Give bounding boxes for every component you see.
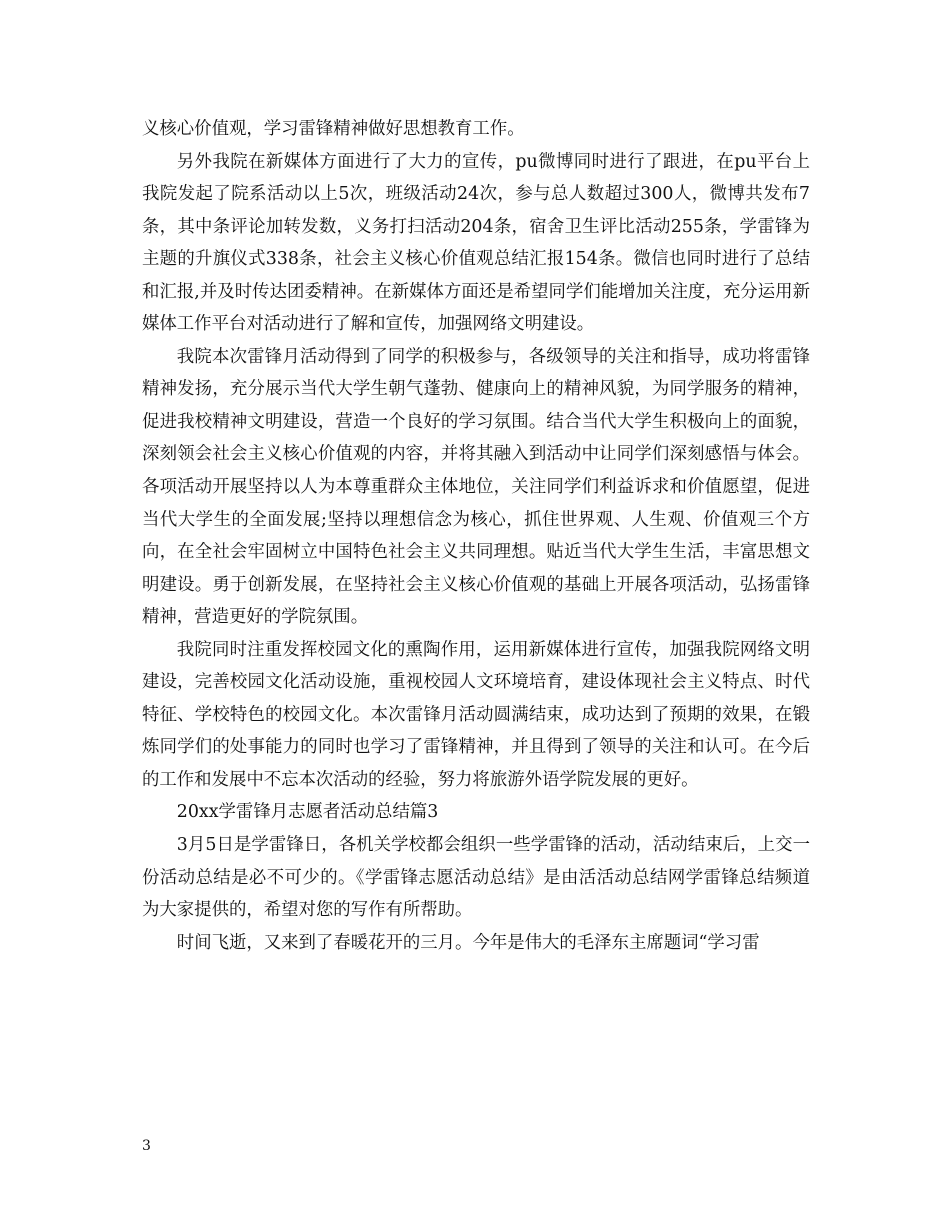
paragraph-campus-culture: 我院同时注重发挥校园文化的熏陶作用，运用新媒体进行宣传，加强我院网络文明建设，完善校园文化活动设施，重视校园人文环境培育，建设体现社会主义特点、时代特征、学校特色的校园文化。本次雷锋月活动圆满结束，成功达到了预期的效果，在锻炼同学们的处事能力的同时也学习了雷锋精神，并且得到了领导的关注和认可。在今后的工作和发展中不忘本次活动的经验，努力将旅游外语学院发展的更好。 bbox=[142, 639, 810, 790]
page-number: 3 bbox=[142, 1138, 151, 1154]
section-heading: 20xx学雷锋月志愿者活动总结篇3 bbox=[176, 802, 439, 823]
paragraph-activity-results: 我院本次雷锋月活动得到了同学的积极参与，各级领导的关注和指导，成功将雷锋精神发扬，充分展示当代大学生朝气蓬勃、健康向上的精神风貌，为同学服务的精神，促进我校精神文明建设，营造一个良好的学习氛围。结合当代大学生积极向上的面貌，深刻领会社会主义核心价值观的内容，并将其融入到活动中让同学们深刻感悟与体会。各项活动开展坚持以人为本尊重群众主体地位，关注同学们利益诉求和价值愿望，促进当代大学生的全面发展;坚持以理想信念为核心，抓住世界观、人生观、价值观三个方向，在全社会牢固树立中国特色社会主义共同理想。贴近当代大学生生活，丰富思想文明建设。勇于创新发展，在坚持社会主义核心价值观的基础上开展各项活动，弘扬雷锋精神，营造更好的学院氛围。 bbox=[142, 346, 810, 628]
paragraph-continuation: 义核心价值观，学习雷锋精神做好思想教育工作。 bbox=[142, 119, 525, 139]
paragraph-march: 时间飞逝，又来到了春暖花开的三月。今年是伟大的毛泽东主席题词“学习雷 bbox=[176, 932, 760, 953]
paragraph-intro: 3月5日是学雷锋日，各机关学校都会组织一些学雷锋的活动，活动结束后，上交一份活动总结是必不可少的。《学雷锋志愿活动总结》是由活活动总结网学雷锋总结频道为大家提供的，希望对您的写作有所帮助。 bbox=[142, 835, 810, 921]
document-body bbox=[142, 113, 810, 959]
paragraph-new-media: 另外我院在新媒体方面进行了大力的宣传，pu微博同时进行了跟进，在pu平台上我院发起了院系活动以上5次，班级活动24次，参与总人数超过300人，微博共发布7条，其中条评论加转发数，义务打扫活动204条，宿舍卫生评比活动255条，学雷锋为主题的升旗仪式338条，社会主义核心价值观总结汇报154条。微信也同时进行了总结和汇报,并及时传达团委精神。在新媒体方面还是希望同学们能增加关注度，充分运用新媒体工作平台对活动进行了解和宣传，加强网络文明建设。 bbox=[142, 151, 810, 335]
